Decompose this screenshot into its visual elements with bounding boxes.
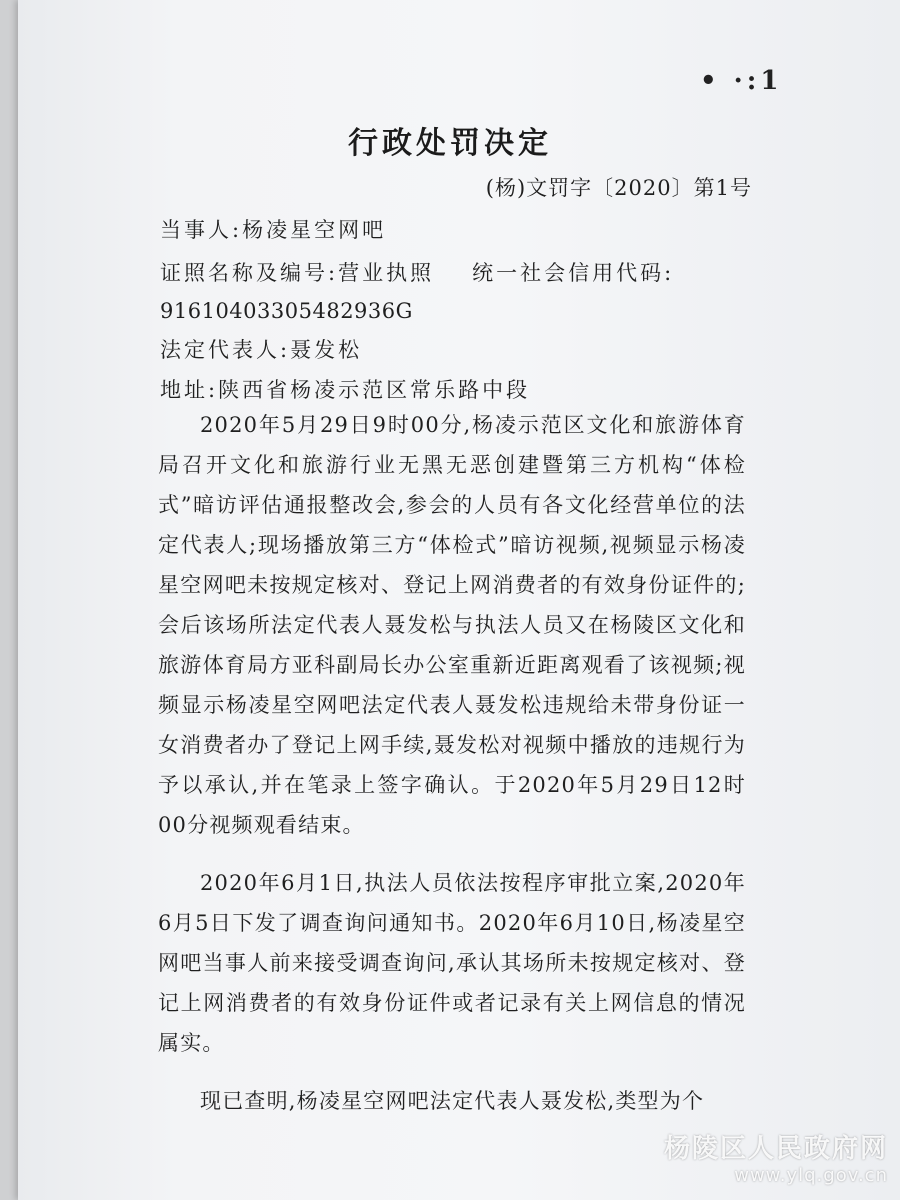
license-label: 证照名称及编号:营业执照 [160,261,435,285]
document-title: 行政处罚决定 [348,126,552,161]
body-paragraph-3: 现已查明,杨凌星空网吧法定代表人聂发松,类型为个 [200,1089,705,1113]
document-body [158,405,746,1139]
document-number: (杨)文罚字〔2020〕第1号 [485,176,752,200]
address-line: 地址:陕西省杨凌示范区常乐路中段 [160,378,531,402]
watermark-url: www.ylq.gov.cn [734,1165,888,1186]
body-paragraph-1: 2020年5月29日9时00分,杨凌示范区文化和旅游体育局召开文化和旅游行业无黑无恶创建暨第三方机构“体检式”暗访评估通报整改会,参会的人员有各文化经营单位的法定代表人;现场播放第三方“体检式”暗访视频,视频显示杨凌星空网吧未按规定核对、登记上网消费者的有效身份证件的;会后该场所法定代表人聂发松与执法人员又在杨陵区文化和旅游体育局方亚科副局长办公室重新近距离观看了该视频;视频显示杨凌星空网吧法定代表人聂发松违规给未带身份证一女消费者办了登记上网手续,聂发松对视频中播放的违规行为予以承认,并在笔录上签字确认。于2020年5月29日12时00分视频观看结束。 [158,413,746,837]
license-line [160,257,674,287]
page-corner-mark: • ·:1 [700,66,783,96]
credit-code: 91610403305482936G [160,299,413,323]
site-watermark [664,1128,888,1186]
watermark-site-name: 杨陵区人民政府网 [663,1134,888,1164]
credit-code-label: 统一社会信用代码: [472,261,675,285]
legal-representative: 法定代表人:聂发松 [160,338,363,362]
party-line: 当事人:杨凌星空网吧 [160,218,387,242]
body-paragraph-2: 2020年6月1日,执法人员依法按程序审批立案,2020年6月5日下发了调查询问通知书。2020年6月10日,杨凌星空网吧当事人前来接受调查询问,承认其场所未按规定核对、登记上网消费者的有效身份证件或者记录有关上网信息的情况属实。 [158,871,746,1055]
